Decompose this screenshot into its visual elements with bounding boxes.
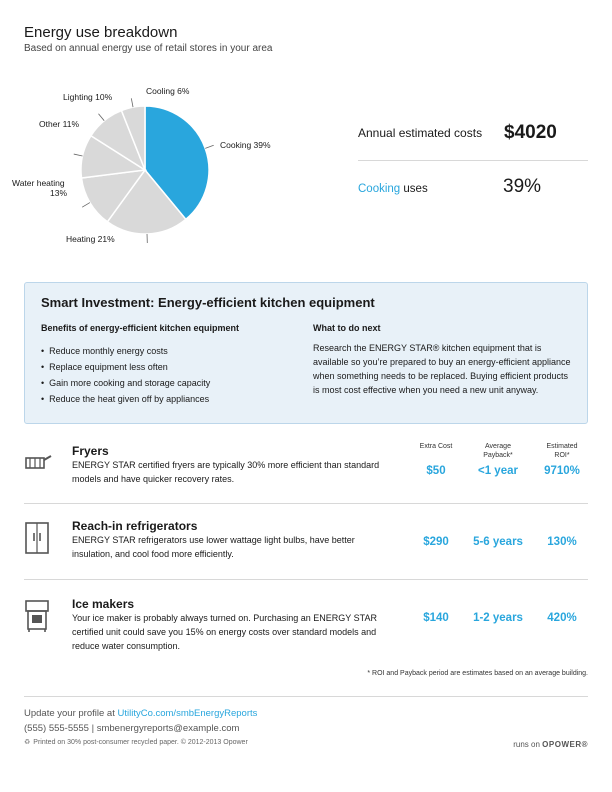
roi-value: 130% [547, 536, 577, 548]
todo-text: Research the ENERGY STAR® kitchen equipment that is available so you’re prepared to buy an energy-efficient appliance when something needs to be replaced. Buying efficient products is most cost effective when you need a new unit anyway. [313, 343, 571, 395]
update-profile-line [24, 708, 257, 719]
product-description: ENERGY STAR refrigerators use lower wattage light bulbs, have better insulation, and cool food more efficiently. [72, 535, 355, 559]
recycled-line [24, 738, 248, 746]
product-description: ENERGY STAR certified fryers are typically 30% more efficient than standard models and have quicker recovery rates. [72, 460, 380, 484]
pie-leader-line [82, 203, 90, 208]
payback-header: Average Payback* [483, 443, 513, 459]
payback-value: <1 year [478, 465, 518, 477]
roi-header: Estimated ROI* [546, 443, 578, 459]
smart-investment-box [24, 282, 588, 424]
payback-value: 5-6 years [473, 536, 523, 548]
update-text: Update your profile at [24, 708, 118, 719]
energy-pie-chart [0, 70, 330, 270]
product-name: Fryers [72, 444, 109, 458]
roi-value: 9710% [544, 465, 580, 477]
summary-divider [358, 160, 588, 161]
pie-label-lighting: Lighting 10% [63, 92, 113, 102]
benefits-list [41, 343, 210, 407]
category-uses-row [358, 176, 588, 206]
extra-cost-value: $140 [423, 612, 449, 624]
product-description: Your ice maker is probably always turned on. Purchasing an ENERGY STAR certified unit could save you 15% on energy costs over standard models and reduce water consumption. [72, 613, 377, 651]
recycled-text: Printed on 30% post-consumer recycled paper. © 2012-2013 Opower [33, 739, 248, 746]
smart-investment-title: Smart Investment: Energy-efficient kitchen equipment [41, 295, 375, 310]
todo-heading: What to do next [313, 323, 381, 333]
extra-cost-value: $50 [426, 465, 446, 477]
payback-value: 1-2 years [473, 612, 523, 624]
benefit-item: • Reduce monthly energy costs [41, 343, 210, 359]
pie-leader-line [98, 114, 104, 121]
benefit-item: • Reduce the heat given off by appliances [41, 391, 210, 407]
page-title: Energy use breakdown [24, 24, 178, 41]
extra-cost-header: Extra Cost [419, 443, 453, 450]
pie-leader-line [131, 98, 133, 107]
uses-category: Cooking [358, 183, 401, 195]
benefits-heading: Benefits of energy-efficient kitchen equipment [41, 323, 240, 333]
footer-divider [24, 696, 588, 697]
pie-label-cooking: Cooking 39% [220, 140, 271, 150]
benefit-item: • Replace equipment less often [41, 359, 210, 375]
recycle-icon: ♻ [24, 739, 31, 746]
fryer-basket-icon [24, 446, 52, 480]
pie-label-water-heating-pct: 13% [50, 188, 68, 198]
product-divider [24, 579, 588, 580]
update-profile-link[interactable]: UtilityCo.com/smbEnergyReports [117, 708, 258, 719]
opower-logo: OPOWER® [542, 740, 588, 749]
contact-line: (555) 555-5555 | smbenergyreports@example.com [24, 723, 240, 734]
uses-value: 39% [503, 176, 542, 197]
benefit-item: • Gain more cooking and storage capacity [41, 375, 210, 391]
runs-on-text: runs on [513, 740, 540, 749]
pie-leader-line [205, 145, 213, 148]
annual-cost-value: $4020 [504, 122, 557, 143]
pie-leader-line [74, 154, 83, 156]
pie-label-other: Other 11% [39, 119, 80, 129]
pie-label-water-heating: Water heating [12, 178, 65, 188]
footnote: * ROI and Payback period are estimates based on an average building. [367, 670, 588, 677]
product-name: Reach-in refrigerators [72, 519, 198, 533]
annual-cost-row [358, 122, 588, 162]
uses-word: uses [400, 183, 428, 195]
page-subtitle: Based on annual energy use of retail stores in your area [24, 43, 273, 54]
extra-cost-value: $290 [423, 536, 449, 548]
refrigerator-icon [24, 521, 52, 555]
brand-mark [513, 740, 588, 749]
annual-cost-label: Annual estimated costs [358, 126, 483, 140]
product-divider [24, 503, 588, 504]
ice-maker-icon [24, 599, 52, 633]
pie-label-heating: Heating 21% [66, 234, 115, 244]
pie-svg [0, 70, 330, 270]
roi-value: 420% [547, 612, 577, 624]
product-name: Ice makers [72, 597, 135, 611]
pie-label-cooling: Cooling 6% [146, 86, 190, 96]
uses-label [358, 179, 428, 197]
